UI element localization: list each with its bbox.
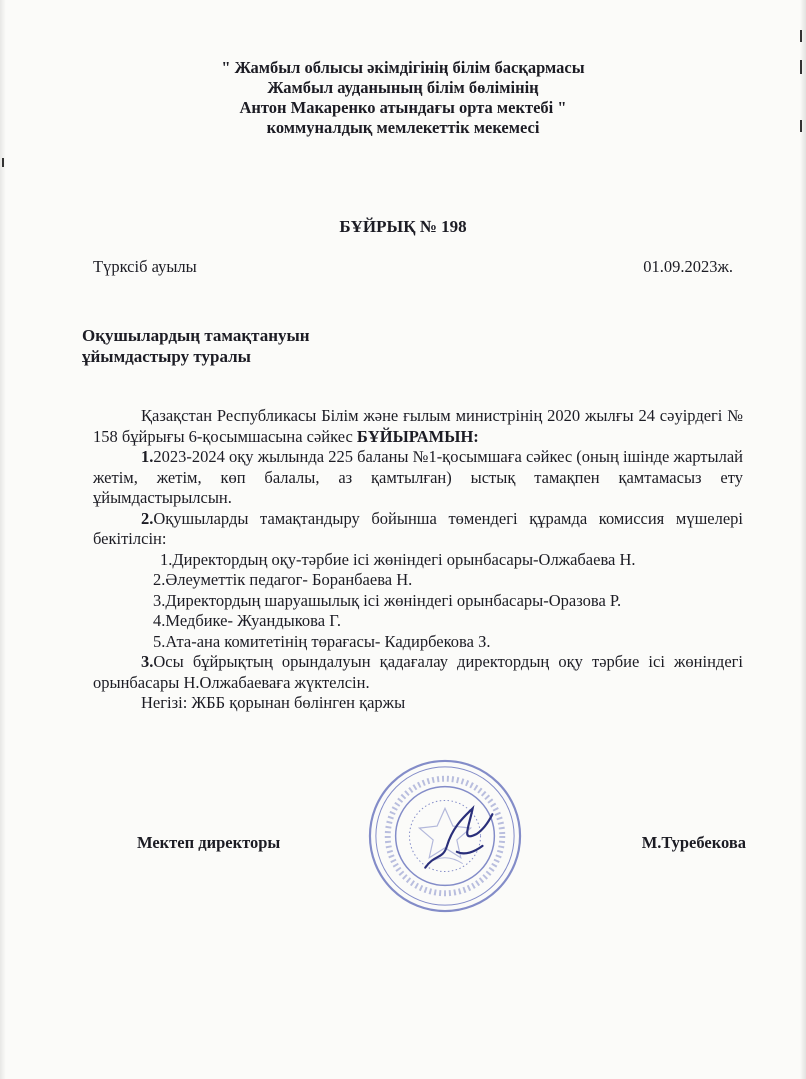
stamp-outer-ring	[370, 761, 520, 911]
header-line-2: Жамбыл ауданының білім бөлімінің	[267, 78, 539, 97]
intro-text: Қазақстан Республикасы Білім және ғылым министрінің 2020 жылғы 24 сәуірдегі № 158 бұйрығы 6-қосымшасына сәйкес	[93, 406, 743, 446]
stamp-text-band	[388, 779, 503, 894]
scan-mark	[2, 158, 4, 167]
stamp-inner-ring	[396, 787, 495, 886]
item-2-number: 2.	[141, 508, 154, 528]
order-date: 01.09.2023ж.	[643, 257, 733, 276]
item-3	[93, 652, 743, 693]
subject-line-1: Оқушылардың тамақтануын	[82, 326, 310, 345]
scan-mark	[800, 30, 802, 42]
signature-role: Мектеп директоры	[137, 833, 281, 852]
subject-line-2: ұйымдастыру туралы	[82, 347, 251, 366]
basis-line: Негізі: ЖББ қорынан бөлінген қаржы	[141, 693, 406, 712]
order-place: Түрксіб ауылы	[93, 257, 197, 276]
order-title: БҰЙРЫҚ № 198	[339, 217, 467, 236]
commission-member: 5.Ата-ана комитетінің төрағасы- Кадирбекова З.	[153, 631, 491, 651]
organization-header	[0, 58, 806, 138]
official-stamp-seal	[366, 757, 524, 915]
order-subject	[82, 325, 310, 367]
header-line-4: коммуналдық мемлекеттік мекемесі	[266, 118, 540, 137]
order-command: БҰЙЫРАМЫН:	[356, 426, 479, 446]
item-2	[93, 509, 743, 550]
header-line-3: Антон Макаренко атындағы орта мектебі "	[239, 98, 567, 117]
item-1-number: 1.	[141, 447, 154, 466]
item-3-number: 3.	[141, 652, 154, 671]
item-2-text: Оқушыларды тамақтандыру бойынша төмендегі құрамда комиссия мүшелері бекітілсін:	[93, 508, 743, 548]
commission-member: 1.Директордың оқу-тәрбие ісі жөніндегі орынбасары-Олжабаева Н.	[160, 549, 636, 569]
commission-member: 4.Медбике- Жуандыкова Г.	[153, 611, 342, 630]
item-1	[93, 447, 743, 509]
signature-name: М.Туребекова	[641, 833, 746, 852]
item-1-text: 2023-2024 оқу жылында 225 баланы №1-қосымшаға сәйкес (оның ішінде жартылай жетім, жетім, көп балалы, аз қамтылған) ыстық тамақпен қамтамасыз ету ұйымдастырылсын.	[93, 447, 743, 507]
order-body	[93, 406, 743, 714]
commission-member: 3.Директордың шаруашылық ісі жөніндегі орынбасары-Оразова Р.	[153, 590, 622, 610]
page-edge-shadow-right	[800, 0, 806, 1079]
intro-paragraph	[93, 406, 743, 447]
stamp-ring	[376, 767, 514, 905]
header-line-1: " Жамбыл облысы әкімдігінің білім басқармасы	[221, 58, 585, 77]
commission-member: 2.Әлеуметтік педагог- Боранбаева Н.	[153, 570, 413, 589]
item-3-text: Осы бұйрықтың орындалуын қадағалау директордың оқу тәрбие ісі жөніндегі орынбасары Н.Олжабаеваға жүктелсін.	[93, 652, 743, 692]
